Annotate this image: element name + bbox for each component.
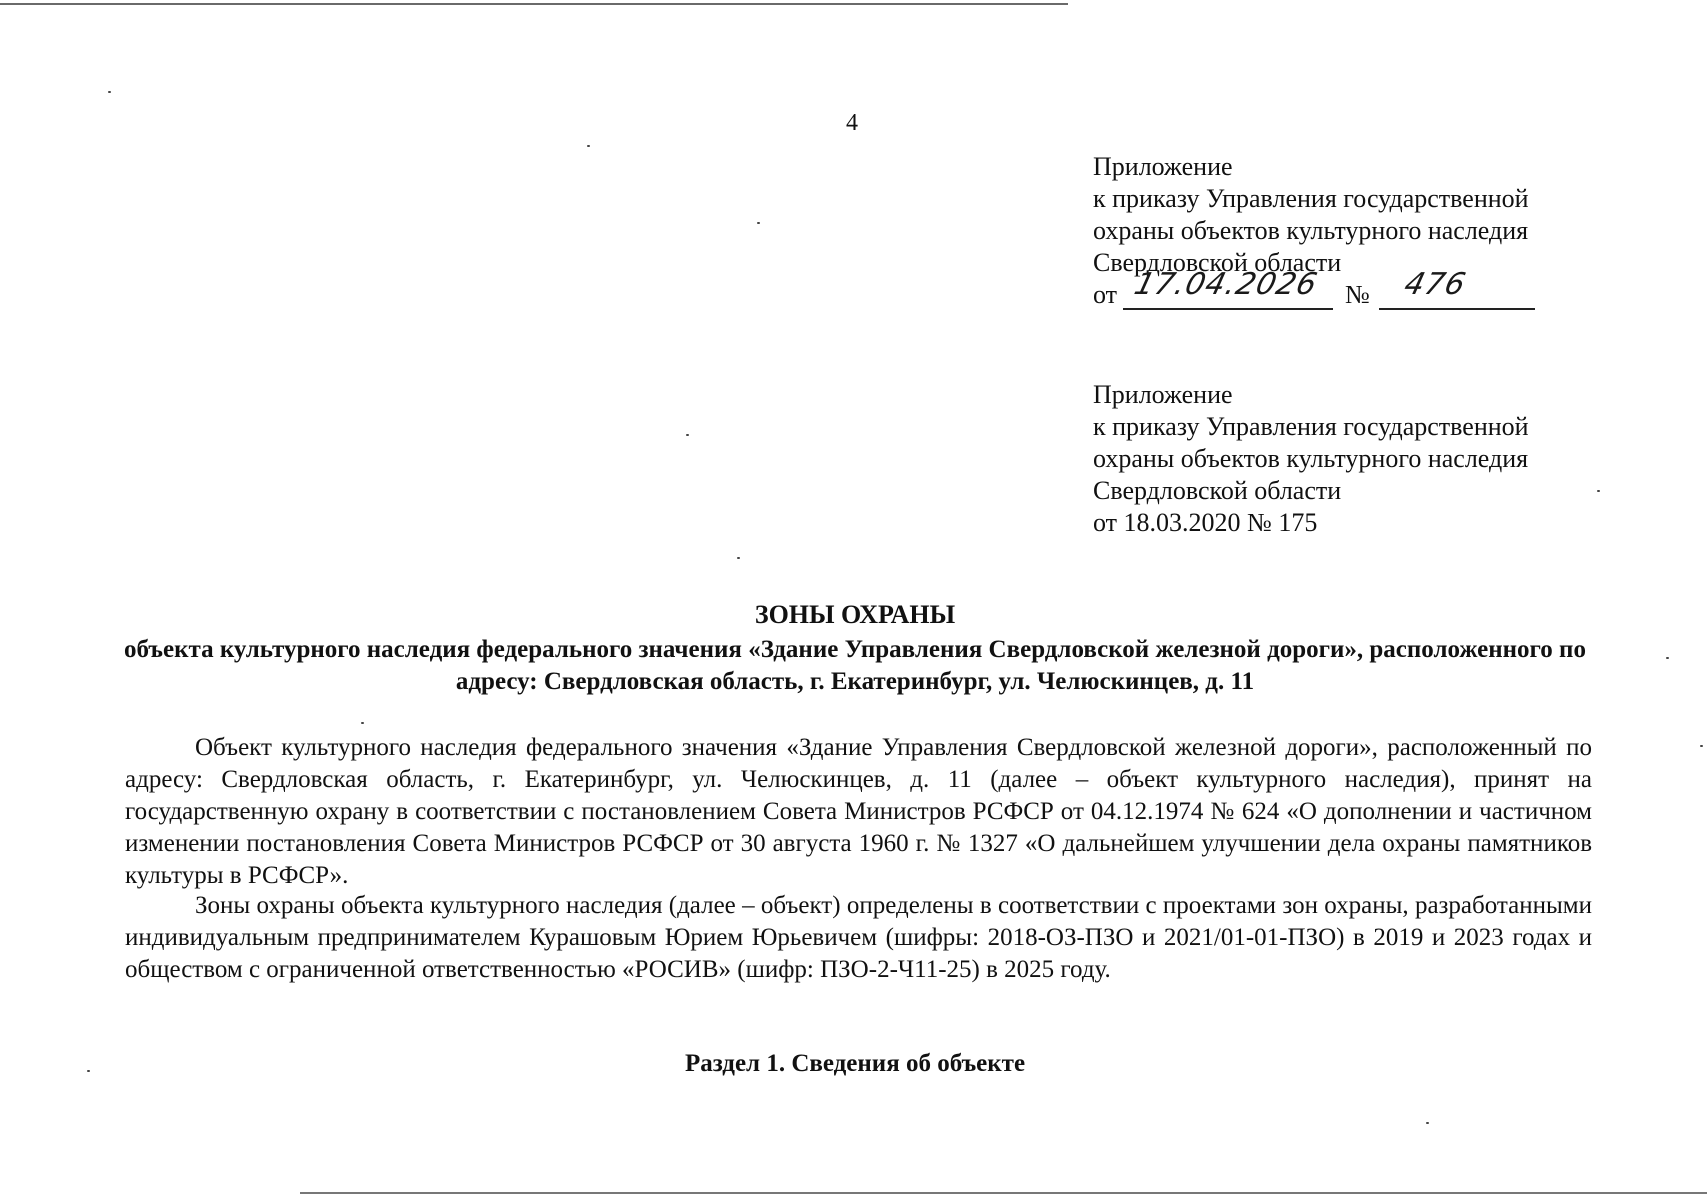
section-heading: Раздел 1. Сведения об объекте	[684, 1050, 1026, 1077]
scan-speck	[108, 91, 111, 93]
handwritten-date: 17.04.2026	[1130, 267, 1322, 302]
scan-edge-bottom	[300, 1192, 1707, 1194]
document-subtitle: объекта культурного наследия федерального значения «Здание Управления Свердловской железной дороги», расположенного по адресу: Свердловская область, г. Екатеринбург, ул. Челюскинцев, д. 11	[124, 636, 1586, 695]
page-number: 4	[846, 110, 858, 136]
scan-edge-top	[0, 3, 1068, 5]
scan-speck	[587, 145, 590, 147]
approval-line: Приложение	[1093, 380, 1233, 409]
approval-line: охраны объектов культурного наследия	[1093, 216, 1529, 245]
scan-speck	[737, 557, 740, 559]
scan-speck	[1597, 490, 1600, 492]
approval-stamp-original	[1093, 379, 1529, 539]
paragraph-text: Зоны охраны объекта культурного наследия (далее – объект) определены в соответствии с проектами зон охраны, разработанными индивидуальным предпринимателем Курашовым Юрием Юрьевичем (шифры: 2018-ОЗ-ПЗО и 2021/01-01-ПЗО) в 2019 и 2023 годах и обществом с ограниченной ответственностью «РОСИВ» (шифр: ПЗО-2-Ч11-25) в 2025 году.	[125, 892, 1592, 983]
number-underline	[1379, 308, 1535, 310]
date-underline	[1123, 308, 1333, 310]
scan-speck	[757, 222, 760, 224]
scan-speck	[87, 1070, 90, 1072]
body-paragraph-2	[125, 890, 1592, 986]
approval-line: к приказу Управления государственной	[1093, 184, 1529, 213]
approval-line: от 18.03.2020 № 175	[1093, 508, 1318, 537]
approval-line: Свердловской области	[1093, 476, 1342, 505]
approval-stamp-new	[1093, 151, 1529, 311]
approval-line: охраны объектов культурного наследия	[1093, 444, 1529, 473]
scan-speck	[1666, 657, 1669, 659]
approval-line: Свердловской области	[1093, 248, 1342, 277]
scan-speck	[361, 722, 364, 724]
approval-line: к приказу Управления государственной	[1093, 412, 1529, 441]
scan-speck	[1426, 1122, 1429, 1124]
body-paragraph-1	[125, 732, 1592, 892]
handwritten-number: 476	[1400, 267, 1470, 302]
scan-speck	[1700, 745, 1703, 747]
number-prefix: №	[1345, 280, 1370, 309]
paragraph-text: Объект культурного наследия федерального значения «Здание Управления Свердловской железной дороги», расположенный по адресу: Свердловская область, г. Екатеринбург, ул. Челюскинцев, д. 11 (далее – объект культурного наследия), принят на государственную охрану в соответствии с постановлением Совета Министров РСФСР от 04.12.1974 № 624 «О дополнении и частичном изменении постановления Совета Министров РСФСР от 30 августа 1960 г. № 1327 «О дальнейшем улучшении дела охраны памятников культуры в РСФСР».	[125, 734, 1592, 889]
approval-date-number-row	[1093, 267, 1529, 311]
approval-line: Приложение	[1093, 152, 1233, 181]
date-prefix: от	[1093, 280, 1118, 309]
scan-speck	[686, 434, 689, 436]
document-title: ЗОНЫ ОХРАНЫ	[754, 600, 956, 629]
